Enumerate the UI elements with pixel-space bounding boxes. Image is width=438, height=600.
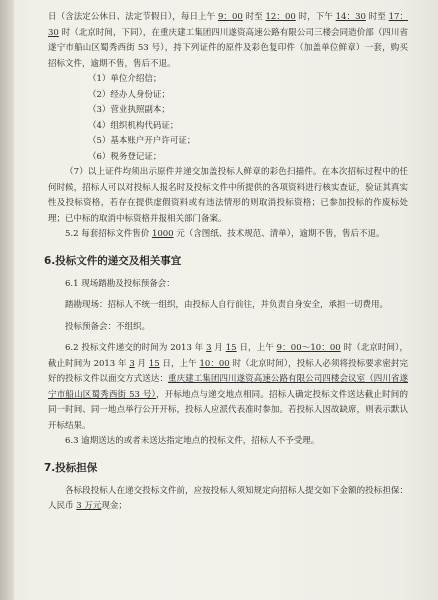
- document-price: 1000: [151, 229, 174, 239]
- list-item: （6）税务登记证；: [88, 151, 162, 162]
- subsection-6-3: 6.3 逾期送达的或者未送达指定地点的投标文件，招标人不予受理。: [65, 436, 320, 446]
- guarantee-amount: 3 万元: [76, 501, 102, 511]
- price-paragraph: 5.2 每套招标文件售价 1000 元（含图纸、技术规范、清单），逾期不售，售后不退。: [65, 229, 385, 239]
- submission-paragraph: 6.2 投标文件递交的时间为 2013 年 3 月 15 日，上午 9：00～10：00 时（北京时间），截止时间为 2013 年 3 月 15 日，上午 10：00 时（北京时间），投标人必须将投标要求密封完好的投标文件以面交方式送达：重庆建工集团四川遂资高速公路有限公司四楼会议室（四川省遂宁市船山区蜀秀西街 53 号），开标地点与递交地点相同。招标人确定投标文件送达截止时间的同一时间、同一地点举行公开开标，投标人应派代表准时参加。若投标人因故缺席，则表示默认开标结果。: [48, 343, 408, 431]
- list-item: （2）经办人身份证；: [88, 89, 170, 100]
- section-6-heading: 6.投标文件的递交及相关事宜: [44, 254, 182, 267]
- morning-start-time: 9：00: [217, 12, 243, 22]
- submission-time-range: 9：00～10：00: [276, 343, 341, 353]
- subsection-6-1: 6.1 现场踏勘及投标预备会：: [65, 278, 175, 289]
- deadline-month: 3: [129, 358, 135, 369]
- bid-guarantee-paragraph: 各标段投标人在递交投标文件前，应按投标人须知规定向招标人提交如下金额的投标担保：人民币 3 万元现金；: [48, 485, 408, 511]
- list-item: （5）基本账户开户许可证；: [88, 136, 196, 146]
- submission-day: 15: [225, 343, 237, 353]
- list-item: （3）营业执照副本；: [88, 105, 170, 115]
- afternoon-start-time: 14：30: [335, 12, 366, 22]
- required-documents-list: [48, 72, 408, 165]
- site-survey-paragraph: 踏勘现场：招标人不统一组织，由投标人自行前往，并负责自身安全，承担一切费用。: [65, 300, 389, 310]
- afternoon-end-time: 17：30: [48, 12, 408, 38]
- list-item: （4）组织机构代码证；: [88, 120, 179, 131]
- registration-paragraph: 日（含法定公休日、法定节假日），每日上午 9：00 时至 12：00 时，下午 14：30 时至 17：30 时（北京时间，下同），在重庆建工集团四川遂资高速公路有限公司三楼会同造价部（四川省遂宁市船山区蜀秀西街 53 号），持下列证件的原件及彩色复印件（加盖单位鲜章）一套，购买招标文件，逾期不售，售后不退。: [48, 12, 408, 69]
- deadline-time: 10：00: [199, 358, 230, 369]
- submission-month: 3: [206, 343, 212, 353]
- submission-address: 重庆建工集团四川遂资高速公路有限公司四楼会议室（四川省遂宁市船山区蜀秀西街 53 号）: [48, 374, 408, 400]
- verification-paragraph: （7）以上证件均须出示原件并递交加盖投标人鲜章的彩色扫描件。在本次招标过程中的任何时候，招标人可以对投标人报名时及投标文件中所提供的各项资料进行核实查证，验证其真实性及投标资格，若存在提供虚假资料或有违法情形的则取消投标资格；已参加投标的作废标处理；已中标的取消中标资格并报相关部门备案。: [48, 167, 408, 224]
- section-7-heading: 7.投标担保: [44, 461, 98, 474]
- morning-end-time: 12：00: [265, 12, 296, 22]
- list-item: （1）单位介绍信；: [88, 74, 162, 84]
- pre-bid-meeting-paragraph: 投标预备会：不组织。: [65, 321, 151, 332]
- deadline-day: 15: [148, 358, 160, 369]
- scan-gutter: [0, 0, 14, 600]
